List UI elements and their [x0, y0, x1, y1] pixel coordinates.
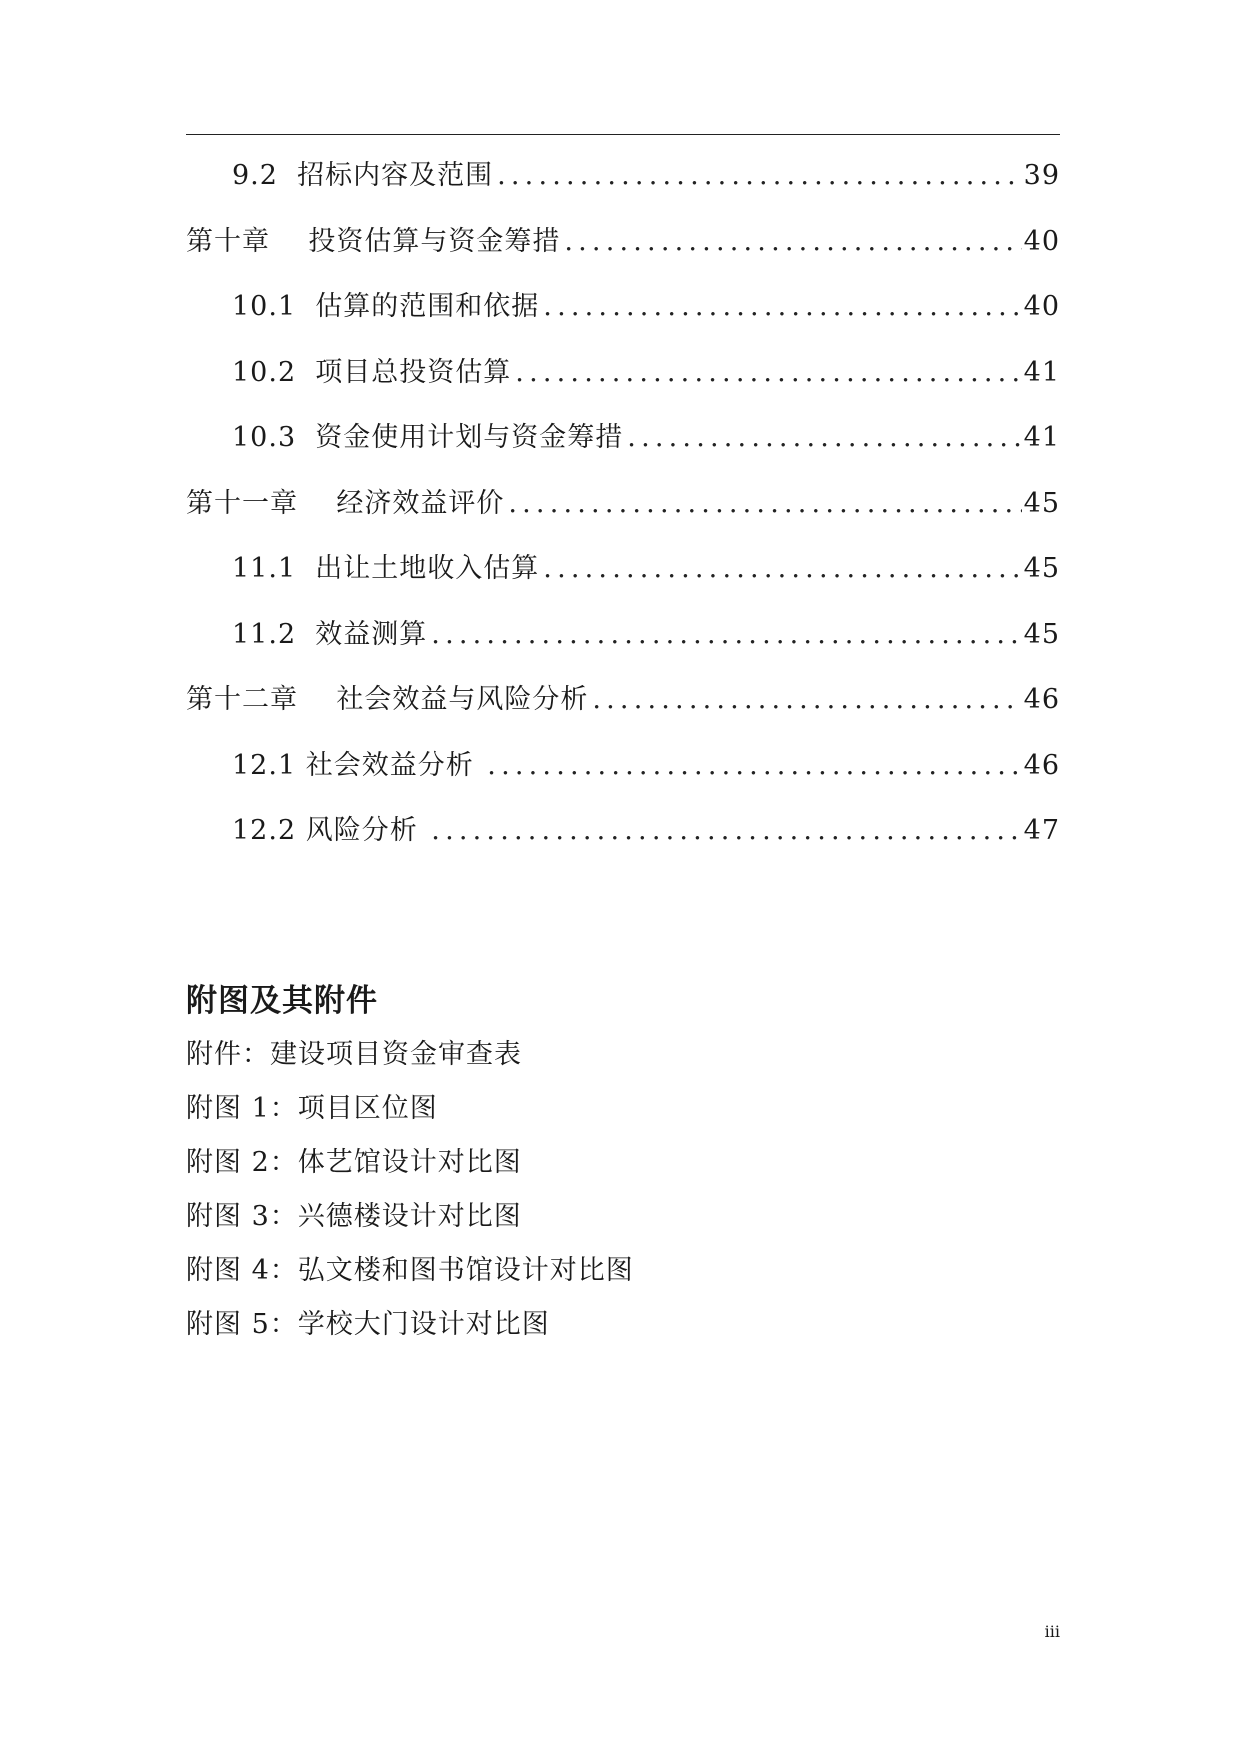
toc-entry-page: 45: [1023, 553, 1060, 584]
toc-entry-title: 9.2 招标内容及范围: [232, 160, 494, 191]
toc-entry[interactable]: [186, 811, 1060, 877]
appendix-item: 附件：建设项目资金审查表: [186, 1039, 522, 1070]
page-number: iii: [1044, 1622, 1060, 1641]
toc-entry[interactable]: [186, 222, 1060, 288]
toc-entry-title: 12.2 风险分析: [232, 815, 428, 846]
appendix-item: 附图 3：兴德楼设计对比图: [186, 1201, 522, 1232]
toc-dot-leader: [487, 746, 1021, 786]
toc-dot-leader: [564, 222, 1021, 262]
table-of-contents: [186, 156, 1060, 877]
toc-dot-leader: [627, 418, 1021, 458]
toc-dot-leader: [497, 156, 1022, 196]
toc-entry-page: 46: [1023, 749, 1060, 781]
toc-entry-title: 10.1 估算的范围和依据: [232, 291, 540, 322]
appendix-heading: 附图及其附件: [186, 983, 378, 1019]
toc-entry[interactable]: [186, 353, 1060, 419]
toc-dot-leader: [543, 287, 1021, 327]
toc-dot-leader: [508, 484, 1021, 524]
appendix-list: [186, 1035, 634, 1359]
header-rule: [186, 134, 1060, 135]
toc-entry-title: 第十一章 经济效益评价: [186, 487, 505, 519]
toc-entry-page: 41: [1023, 422, 1060, 453]
appendix-item: 附图 5：学校大门设计对比图: [186, 1309, 550, 1340]
appendix-item: 附图 4：弘文楼和图书馆设计对比图: [186, 1255, 634, 1286]
toc-dot-leader: [592, 680, 1021, 720]
toc-entry-title: 11.1 出让土地收入估算: [232, 553, 540, 584]
toc-entry[interactable]: [186, 287, 1060, 353]
toc-entry-page: 45: [1023, 618, 1060, 650]
toc-entry-title: 第十二章 社会效益与风险分析: [186, 684, 589, 715]
appendix-item: 附图 1：项目区位图: [186, 1093, 438, 1124]
toc-entry[interactable]: [186, 746, 1060, 812]
toc-entry-title: 11.2 效益测算: [232, 618, 428, 650]
toc-entry[interactable]: [186, 418, 1060, 484]
toc-entry-page: 40: [1023, 291, 1060, 322]
toc-entry-page: 40: [1023, 225, 1060, 257]
toc-entry-title: 第十章 投资估算与资金筹措: [186, 225, 561, 257]
toc-entry-page: 39: [1023, 160, 1060, 191]
toc-entry[interactable]: [186, 615, 1060, 681]
toc-entry[interactable]: [186, 680, 1060, 746]
appendix-item: 附图 2：体艺馆设计对比图: [186, 1147, 522, 1178]
toc-entry-title: 10.3 资金使用计划与资金筹措: [232, 422, 624, 453]
toc-entry[interactable]: [186, 156, 1060, 222]
toc-entry-page: 46: [1023, 684, 1060, 715]
toc-entry-page: 47: [1023, 815, 1060, 846]
toc-dot-leader: [431, 615, 1021, 655]
toc-dot-leader: [515, 353, 1021, 393]
toc-entry-title: 12.1 社会效益分析: [232, 749, 484, 781]
toc-dot-leader: [543, 549, 1021, 589]
toc-entry-page: 41: [1023, 356, 1060, 388]
toc-entry[interactable]: [186, 549, 1060, 615]
toc-entry-title: 10.2 项目总投资估算: [232, 356, 512, 388]
toc-dot-leader: [431, 811, 1021, 851]
toc-entry-page: 45: [1023, 487, 1060, 519]
toc-entry[interactable]: [186, 484, 1060, 550]
